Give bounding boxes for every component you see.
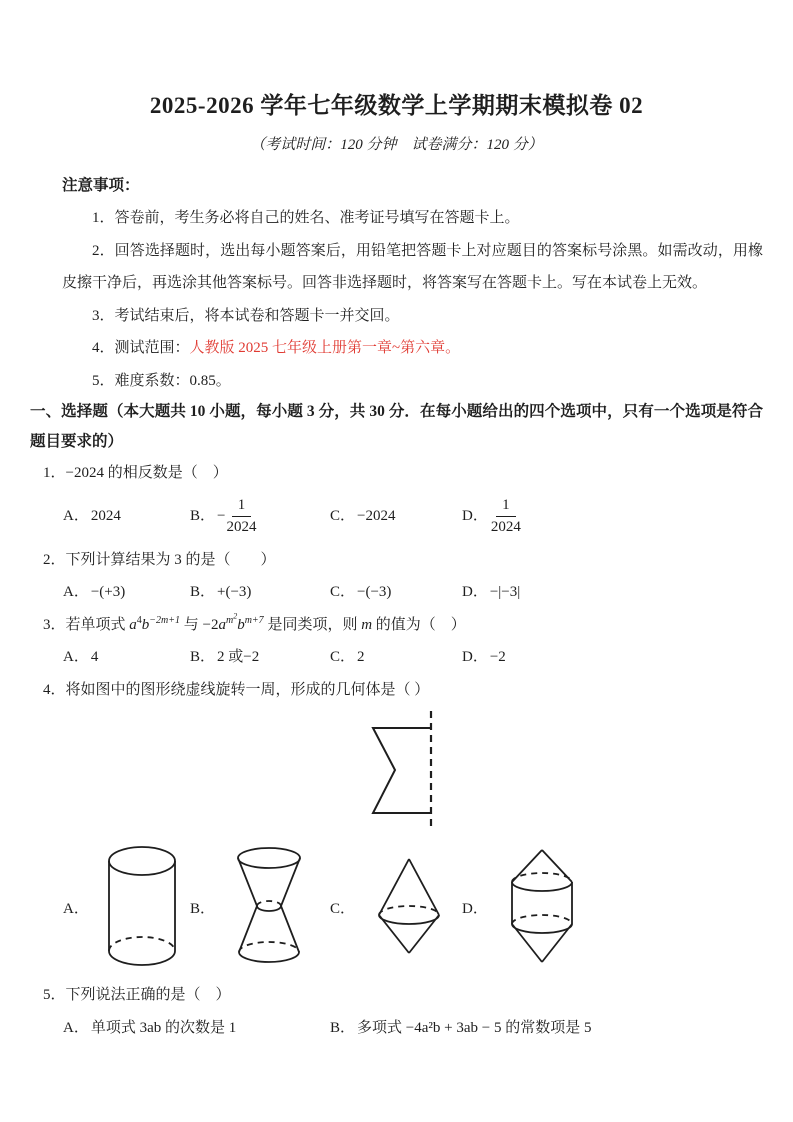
exponent-base: m <box>225 614 234 626</box>
option-text: 4 <box>90 649 99 665</box>
option-text: 单项式 3ab 的次数是 1 <box>90 1019 237 1036</box>
math-base: b <box>237 616 245 633</box>
math-coefficient: −2 <box>202 616 219 633</box>
math-base: a <box>129 616 137 633</box>
hourglass-frustums-shape <box>231 845 307 969</box>
option-label: A． <box>63 900 89 917</box>
notice-item-4-prefix: 4．测试范围： <box>92 340 190 356</box>
fraction <box>226 496 256 537</box>
option-label: D． <box>462 584 488 600</box>
question-2-options <box>63 576 763 609</box>
question-2-stem: 2．下列计算结果为 3 的是（ ） <box>43 551 276 568</box>
notice-item-2: 2．回答选择题时，选出每小题答案后，用铅笔把答题卡上对应题目的答案标号涂黑。如需改动，用橡皮擦干净后，再选涂其他答案标号。回答非选择题时，将答案写在答题卡上。写在本试卷上无效。 <box>62 242 763 291</box>
stem-text: 的值为（ ） <box>372 616 466 633</box>
question-2-option-b <box>190 576 330 609</box>
stem-text: 与 <box>179 616 203 633</box>
option-label: A． <box>63 649 89 665</box>
option-label: B． <box>330 1019 356 1036</box>
fraction-numerator: 1 <box>232 496 252 517</box>
exponent-power: 2 <box>233 611 238 621</box>
question-3-options <box>63 641 763 674</box>
notice-item-4 <box>62 332 763 365</box>
question-3-option-a <box>63 641 190 674</box>
math-exponent: −2m+1 <box>149 614 180 626</box>
math-exponent: m+7 <box>244 614 264 626</box>
stem-text: 3．若单项式 <box>43 616 130 633</box>
math-exponent <box>225 611 238 626</box>
section-1-heading: 一、选择题（本大题共 10 小题，每小题 3 分，共 30 分．在每小题给出的四个选项中，只有一个选项是符合题目要求的） <box>30 403 763 450</box>
cylinder-with-cones-shape <box>504 846 580 968</box>
question-4-stem: 4．将如图中的图形绕虚线旋转一周，形成的几何体是（ ） <box>43 681 430 698</box>
question-5-stem: 5．下列说法正确的是（ ） <box>43 987 231 1003</box>
option-text: −|−3| <box>489 584 521 600</box>
question-1-option-b <box>190 496 330 537</box>
question-2-option-c <box>330 576 462 609</box>
stem-text: 是同类项，则 <box>263 616 362 633</box>
option-label: B． <box>190 649 216 665</box>
notice-item-5: 5．难度系数：0.85。 <box>92 372 231 389</box>
question-4-option-b <box>190 845 330 969</box>
question-3-stem <box>43 609 763 642</box>
option-label: C． <box>330 900 356 917</box>
question-2-option-a <box>63 576 190 609</box>
option-label: A． <box>63 507 89 524</box>
notice-item-3: 3．考试结束后，将本试卷和答题卡一并交回。 <box>92 307 400 324</box>
math-base: b <box>141 616 150 633</box>
option-label: C． <box>330 584 356 600</box>
minus-sign: − <box>217 507 226 524</box>
option-text: −2 <box>489 649 506 665</box>
fraction-numerator: 1 <box>496 496 516 517</box>
option-label: A． <box>63 584 89 600</box>
page-title: 2025-2026 学年七年级数学上学期期末模拟卷 02 <box>149 93 644 118</box>
option-text: −(−3) <box>357 584 392 600</box>
question-5-options <box>63 1012 763 1045</box>
option-text: −2024 <box>357 507 396 524</box>
math-variable: m <box>361 616 373 633</box>
option-label: B． <box>190 584 216 600</box>
option-label: D． <box>462 507 488 524</box>
exam-time-score-line: （考试时间：120 分钟 试卷满分：120 分） <box>250 137 543 153</box>
notice-item-4-test-scope: 人教版 2025 七年级上册第一章~第六章。 <box>189 340 461 356</box>
question-1-options <box>63 490 763 544</box>
option-label: C． <box>330 649 356 665</box>
math-exponent: 4 <box>136 614 142 626</box>
question-1-stem: 1．−2024 的相反数是（ ） <box>43 465 228 481</box>
notice-heading: 注意事项： <box>62 177 140 194</box>
option-text: 2 或−2 <box>217 649 260 665</box>
cylinder-shape <box>105 845 179 969</box>
question-4-figure <box>363 708 763 833</box>
option-text: 2024 <box>90 507 121 524</box>
option-text: +(−3) <box>217 584 252 600</box>
question-4-option-d <box>462 846 763 968</box>
question-3-option-d <box>462 641 763 674</box>
bicone-shape <box>371 855 447 959</box>
question-5-option-a <box>63 1012 330 1045</box>
question-4-options <box>63 841 763 973</box>
option-label: D． <box>462 900 488 917</box>
question-1-option-c <box>330 507 462 527</box>
notice-item-1: 1．答卷前，考生务必将自己的姓名、准考证号填写在答题卡上。 <box>92 210 520 226</box>
option-text: 多项式 −4a²b + 3ab − 5 的常数项是 5 <box>357 1019 592 1036</box>
question-4-option-a <box>63 845 190 969</box>
option-label: C． <box>330 507 356 524</box>
question-4-option-c <box>330 855 462 959</box>
option-label: D． <box>462 649 488 665</box>
question-1-option-a <box>63 507 190 527</box>
option-text: −(+3) <box>90 584 126 600</box>
question-5-option-b <box>330 1012 763 1045</box>
rotation-profile-figure <box>363 708 473 833</box>
fraction-denominator: 2024 <box>226 519 257 535</box>
option-text: 2 <box>357 649 365 665</box>
option-label: A． <box>63 1019 89 1036</box>
option-label: B． <box>190 900 216 917</box>
fraction <box>491 496 521 537</box>
option-label: B． <box>190 507 216 524</box>
fraction-denominator: 2024 <box>490 519 521 535</box>
math-base: a <box>218 616 226 633</box>
question-1-option-d <box>462 496 763 537</box>
profile-outline-with-notch <box>373 728 431 813</box>
question-3-option-b <box>190 641 330 674</box>
question-2-option-d <box>462 576 763 609</box>
question-3-option-c <box>330 641 462 674</box>
